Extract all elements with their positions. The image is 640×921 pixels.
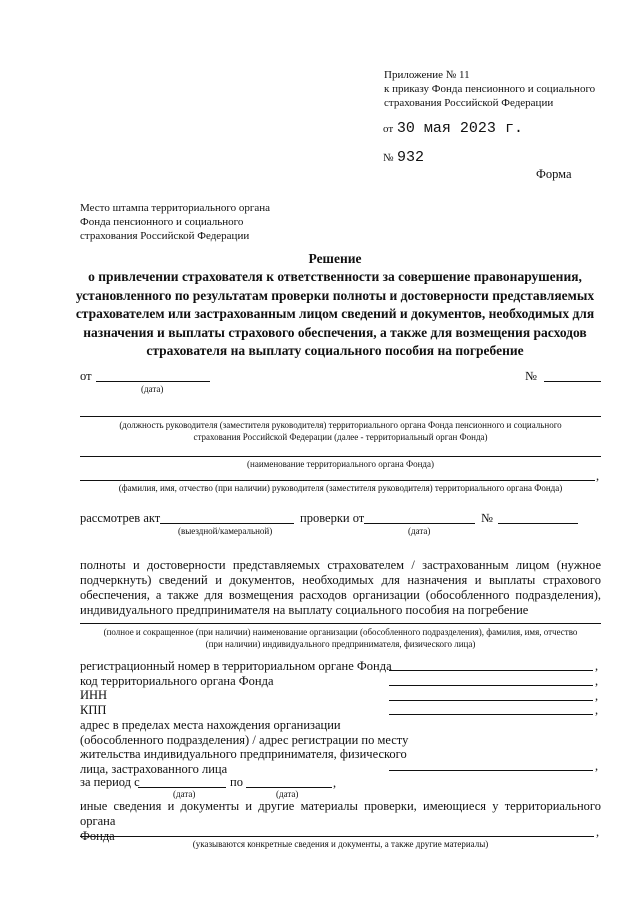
order-date: от 30 мая 2023 г. [383, 120, 523, 137]
period-to-field[interactable] [246, 787, 332, 788]
org-name-field[interactable] [80, 456, 601, 457]
order-number: № 932 [383, 149, 425, 166]
date-hint: (дата) [141, 384, 164, 394]
reg-number-label: регистрационный номер в территориальном органе Фонда [80, 659, 392, 673]
order-line-2: страхования Российской Федерации [384, 97, 554, 109]
form-label: Форма [536, 167, 572, 181]
appendix-header [384, 68, 595, 110]
order-number-value: 932 [397, 149, 425, 166]
period-from-field[interactable] [138, 787, 226, 788]
org-full-name-hint: (полное и сокращенное (при наличии) наименование организации (обособленного подразделения), фамилия, имя, отчество (при наличии) индивидуального предпринимателя, физического лица) [103, 627, 578, 649]
document-title: Решение о привлечении страхователя к ответственности за совершение правонарушения, установленного по результатам проверки полноты и достоверности представляемых страхователем или застрахованным лицом сведений и документов, необходимых для назначения и выплаты страхового обеспечения, а также для возмещения расходов страхователя на выплату социального пособия на погребение [70, 250, 600, 360]
order-date-value: 30 мая 2023 г. [396, 120, 523, 137]
document-page: Приложение № 11 к приказу Фонда пенсионного и социального страхования Российской Федерации от 30 мая 2023 г. № 932 Форма Место штампа территориального органа Фонда пенсионного и социального страхования Российской Федерации Решение о привлечении страхователя к ответственности за совершение правонарушения, установленного по результатам проверки полноты и достоверности представляемых страхователем или застрахованным лицом сведений и документов, необходимых для назначения и выплаты страхового обеспечения, а также для возмещения расходов страхователя на выплату социального пособия на погребение от (дата) № (должность руководителя (заместителя руководителя) территориального органа Фонда пенсионного и социального страхования Российской Федерации (далее - территориальный орган Фонда) (наименование территориального органа Фонда) , (фамилия, имя, отчество (при наличии) руководителя (заместителя руководителя) территориального органа Фонда) рассмотрев акт (выездной/камеральной) проверки от (дата) № полноты и достоверности представляемых страхователем / застрахованным лицом (нужное подчеркнуть) сведений и документов, необходимых для назначения и выплаты страхового обеспечения, а также для возмещения расходов организации (обособленного подразделения), индивидуального предпринимателя на выплату социального пособия на погребение (полное и сокращенное (при наличии) наименование организации (обособленного подразделения), фамилия, имя, отчество (при наличии) индивидуального предпринимателя, физического лица) регистрационный номер в территориальном органе Фонда код территориального органа Фонда ИНН КПП адрес в пределах места нахождения организации (обособленного подразделения) / адрес регистрации по месту жительства индивидуального предпринимателя, физического лица, застрахованного лица , , , , , за период с (дата) по , (дата) иные сведения и документы и другие материалы проверки, имеющиеся у территориального органа Фонда , (указываются конкретные сведения и документы, а также другие материалы) [0, 0, 640, 921]
fio-hint: (фамилия, имя, отчество (при наличии) руководителя (заместителя руководителя) территориального органа Фонда) [118, 483, 563, 493]
address-label-3: жительства индивидуального предпринимателя, физического [80, 747, 407, 762]
concrete-hint: (указываются конкретные сведения и документы, а также другие материалы) [192, 839, 489, 849]
address-label-1: адрес в пределах места нахождения организации [80, 717, 341, 732]
position-hint: (должность руководителя (заместителя руководителя) территориального органа Фонда пенсионного и социального страхования Российской Федерации (далее - территориальный орган Фонда) [119, 420, 562, 442]
address-label-4: лица, застрахованного лица [80, 761, 228, 776]
number-field[interactable] [544, 381, 601, 382]
address-label-2: (обособленного подразделения) / адрес регистрации по месту [80, 732, 409, 747]
act-type-hint: (выездной/камеральной) [178, 526, 273, 536]
check-number-field[interactable] [498, 523, 578, 524]
other-materials-field[interactable] [80, 836, 594, 837]
body-paragraph: полноты и достоверности представляемых страхователем / застрахованным лицом (нужное подчеркнуть) сведений и документов, необходимых для назначения и выплаты страхового обеспечения, а также для возмещения расходов организации (обособленного подразделения), индивидуального предпринимателя на выплату социального пособия на погребение [80, 558, 601, 617]
fio-field[interactable] [80, 480, 595, 481]
org-name-hint: (наименование территориального органа Фонда) [247, 459, 434, 469]
check-date-hint: (дата) [408, 526, 431, 536]
considered-act-label: рассмотрев акт [80, 511, 161, 525]
act-type-field[interactable] [160, 523, 294, 524]
number-label: № [525, 369, 537, 383]
fund-code-label: код территориального органа Фонда [80, 673, 274, 688]
from-label: от [80, 369, 92, 383]
period-from-hint: (дата) [173, 789, 196, 799]
other-materials-paragraph: иные сведения и документы и другие материалы проверки, имеющиеся у территориального органа Фонда [80, 799, 601, 843]
org-full-name-field[interactable] [80, 623, 601, 624]
date-field[interactable] [96, 381, 210, 382]
title-main: Решение [308, 251, 362, 266]
address-field[interactable] [389, 770, 593, 771]
period-from-label: за период с [80, 775, 140, 789]
stamp-place: Место штампа территориального органа Фонда пенсионного и социального страхования Российской Федерации [80, 202, 271, 242]
check-number-label: № [481, 511, 493, 525]
position-field[interactable] [80, 416, 601, 417]
period-to-hint: (дата) [276, 789, 299, 799]
inn-label: ИНН [80, 688, 108, 703]
order-line-1: к приказу Фонда пенсионного и социального [384, 83, 596, 95]
check-from-label: проверки от [300, 511, 365, 525]
reg-number-field[interactable] [389, 670, 593, 671]
kpp-field[interactable] [389, 714, 593, 715]
check-date-field[interactable] [364, 523, 475, 524]
fields-labels [80, 659, 408, 777]
fund-code-field[interactable] [389, 685, 593, 686]
period-to-label: по [230, 775, 243, 789]
inn-field[interactable] [389, 700, 593, 701]
appendix-label: Приложение № 11 [384, 69, 470, 81]
kpp-label: КПП [80, 703, 107, 718]
